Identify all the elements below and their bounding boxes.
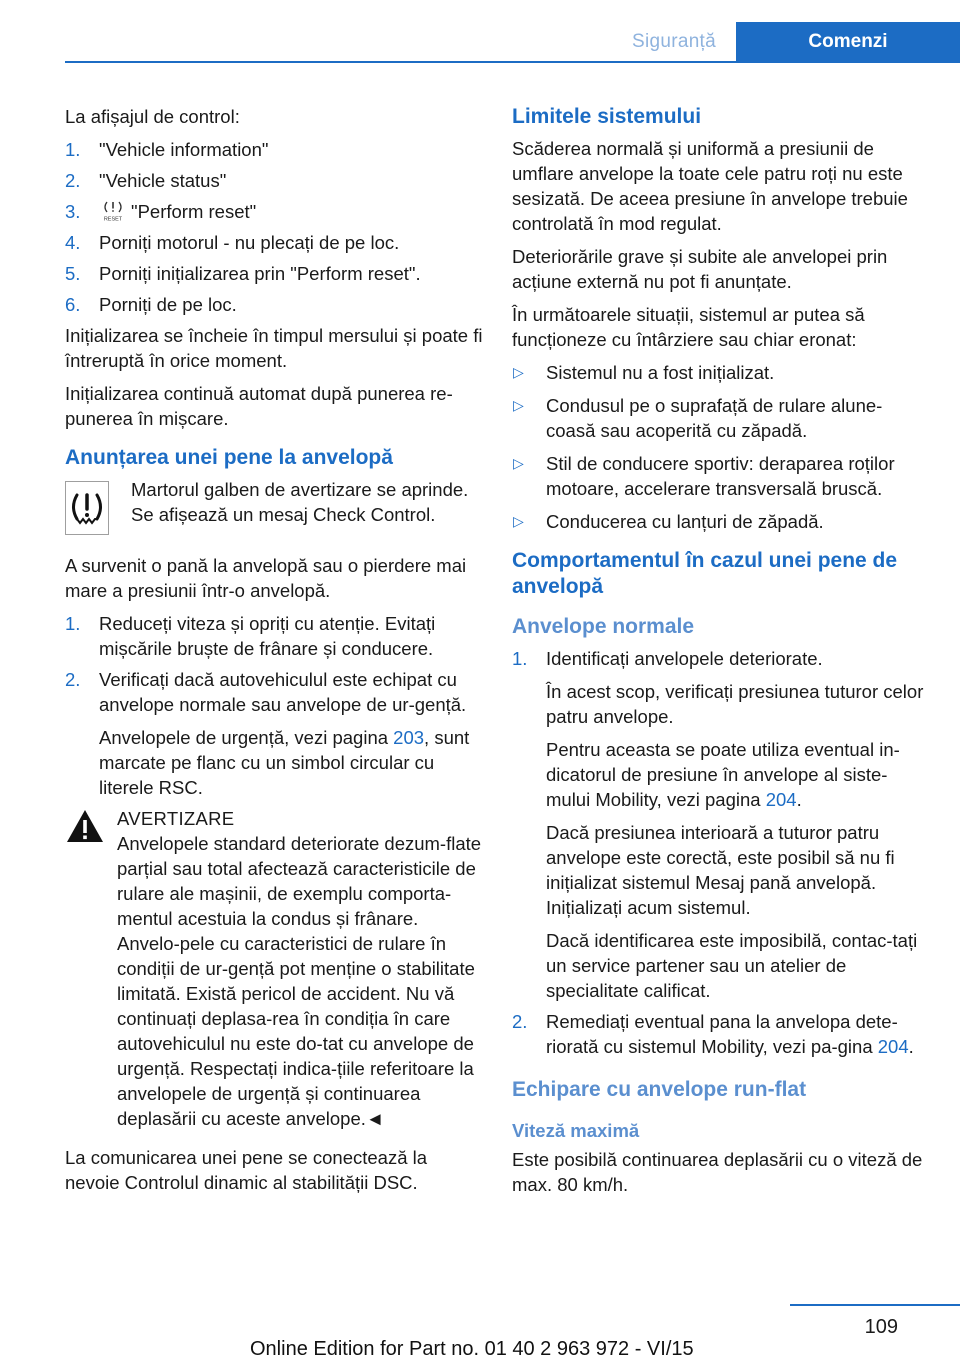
page-link-204[interactable]: 204 bbox=[765, 789, 797, 810]
tire-pressure-warning-icon bbox=[65, 481, 109, 535]
page-number: 109 bbox=[864, 1316, 898, 1338]
list-item: ▷ Condusul pe o suprafață de rulare alune-coasă sau acoperită cu zăpadă. bbox=[513, 395, 883, 441]
limits-bullet-list bbox=[512, 360, 930, 534]
list-item: 3. RESET "Perform reset" bbox=[65, 201, 257, 222]
paragraph: Inițializarea continuă automat după punerea re-punerea în mișcare. bbox=[65, 383, 453, 429]
list-item: ▷ Conducerea cu lanțuri de zăpadă. bbox=[513, 511, 824, 532]
footer-rule bbox=[790, 1304, 960, 1306]
list-item: 6. Porniți de pe loc. bbox=[65, 294, 237, 315]
bullet-triangle-icon: ▷ bbox=[513, 513, 524, 529]
edition-footer: Online Edition for Part no. 01 40 2 963 972 - VI/15 bbox=[250, 1338, 694, 1360]
list-item-note: Pentru aceasta se poate utiliza eventual in-dicatorul de presiune în anvelope al siste-mului Mobility, vezi pagina 204. bbox=[546, 739, 900, 810]
warning-text-start: Anvelopele standard deteriorate dezum-flate parțial sau total afectează caracteristicile de rulare ale mașinii, de exemplu comporta-mentul acestuia la condus și frânare. Anvelo-pele cu caracteristici de rulare în condiții de ur-gență pot menține o stabilitate limitată. Există pericol de accident. Nu vă continuați deplasa-rea în condiția în care autovehiculul nu este do-tat cu anvelope de urgență. Respectați indica-țiile referitoare la anvelopele de urgență și continuarea deplasării cu aceste anvelope.◄ bbox=[117, 833, 482, 1129]
warning-box bbox=[65, 806, 483, 1131]
list-item-note: Anvelopele de urgență, vezi pagina 203, sunt marcate pe flanc cu un simbol circular cu literele RSC. bbox=[99, 727, 470, 798]
heading-run-flat-tires: Echipare cu anvelope run-flat bbox=[512, 1078, 807, 1101]
list-item-note: Dacă presiunea interioară a tuturor patru anvelope este corectă, este posibil să nu fi inițializat sistemul Mesaj pană anvelopă. Inițializați acum sistemul. bbox=[546, 822, 895, 918]
heading-normal-tires: Anvelope normale bbox=[512, 615, 695, 638]
heading-flat-tire-behaviour: Comportamentul în cazul unei pene de anvelopă bbox=[512, 549, 898, 598]
paragraph: La comunicarea unei pene se conectează la nevoie Controlul dinamic al stabilității DSC. bbox=[65, 1147, 428, 1193]
list-item-note: În acest scop, verificați presiunea tuturor celor patru anvelope. bbox=[546, 681, 924, 727]
list-item: 1. "Vehicle information" bbox=[65, 139, 269, 160]
list-item-note: Dacă identificarea este imposibilă, contac-tați un service partener sau un atelier de specialitate calificat. bbox=[546, 930, 918, 1001]
right-column bbox=[512, 104, 930, 1205]
paragraph: Este posibilă continuarea deplasării cu o viteză de max. 80 km/h. bbox=[512, 1149, 923, 1195]
list-item: 1. Identificați anvelopele deteriorate. În acest scop, verificați presiunea tuturor celor patru anvelope. Pentru aceasta se poate utiliza eventual in-dicatorul de presiune în anvelope al siste-mului Mobility, vezi pagina 204. Dacă presiunea interioară a tuturor patru anvelope este corectă, este posibil să nu fi inițializat sistemul Mesaj pană anvelopă. Inițializați acum sistemul. Dacă identificarea este imposibilă, contac-tați un service partener sau un atelier de specialitate calificat. bbox=[512, 646, 930, 1003]
warning-triangle-icon bbox=[65, 808, 105, 844]
heading-flat-tire-notice: Anunțarea unei pene la anvelopă bbox=[65, 446, 393, 469]
paragraph: Scăderea normală și uniformă a presiunii de umflare anvelope la toate cele patru roți nu este sesizată. De aceea presiune în anvelope trebuie controlată în mod regulat. bbox=[512, 138, 908, 234]
flat-tire-steps-list bbox=[65, 611, 483, 800]
list-item: 1. Reduceți viteza și opriți cu atenție. Evitați mișcările bruște de frânare și conducere. bbox=[65, 613, 436, 659]
page-link-204[interactable]: 204 bbox=[877, 1036, 909, 1057]
header-rule bbox=[65, 61, 960, 63]
paragraph: Deteriorările grave și subite ale anvelopei prin acțiune externă nu pot fi anunțate. bbox=[512, 246, 888, 292]
paragraph: În următoarele situații, sistemul ar putea să funcționeze cu întârziere sau chiar eronat: bbox=[512, 304, 865, 350]
reset-steps-list bbox=[65, 137, 483, 317]
list-item: ▷ Sistemul nu a fost inițializat. bbox=[513, 362, 775, 383]
heading-system-limits: Limitele sistemului bbox=[512, 105, 702, 128]
bullet-triangle-icon: ▷ bbox=[513, 364, 524, 380]
svg-text:RESET: RESET bbox=[103, 216, 123, 222]
left-column bbox=[65, 104, 483, 1203]
heading-max-speed: Viteză maximă bbox=[512, 1120, 640, 1141]
paragraph: A survenit o pană la anvelopă sau o pierdere mai mare a presiunii într-o anvelopă. bbox=[65, 555, 467, 601]
bullet-triangle-icon: ▷ bbox=[513, 455, 524, 471]
list-item: 2. Verificați dacă autovehiculul este echipat cu anvelope normale sau anvelope de ur-gență. Anvelopele de urgență, vezi pagina 203, sunt marcate pe flanc cu un simbol circular cu literele RSC. bbox=[65, 667, 483, 800]
list-item: 4. Porniți motorul - nu plecați de pe loc. bbox=[65, 232, 400, 253]
normal-tires-steps-list bbox=[512, 646, 930, 1059]
bullet-triangle-icon: ▷ bbox=[513, 397, 524, 413]
list-item: ▷ Stil de conducere sportiv: deraparea roților motoare, accelerare transversală bruscă. bbox=[513, 453, 895, 499]
list-item: 5. Porniți inițializarea prin "Perform reset". bbox=[65, 263, 421, 284]
header-section-tab: Siguranță bbox=[631, 30, 717, 52]
warning-title: AVERTIZARE bbox=[117, 808, 235, 829]
list-item: 2. "Vehicle status" bbox=[65, 170, 227, 191]
warning-light-block bbox=[65, 477, 483, 547]
tpms-reset-icon bbox=[99, 200, 127, 222]
paragraph: Inițializarea se încheie în timpul mersului și poate fi întreruptă în orice moment. bbox=[65, 325, 483, 371]
header-chapter-tab: Comenzi bbox=[736, 22, 960, 62]
list-item: 2. Remediați eventual pana la anvelopa dete-riorată cu sistemul Mobility, vezi pa-gina 204. bbox=[512, 1011, 914, 1057]
warning-light-text: Martorul galben de avertizare se aprinde. Se afișează un mesaj Check Control. bbox=[131, 479, 469, 525]
control-display-intro: La afișajul de control: bbox=[65, 106, 240, 127]
page-link-203[interactable]: 203 bbox=[393, 727, 425, 748]
